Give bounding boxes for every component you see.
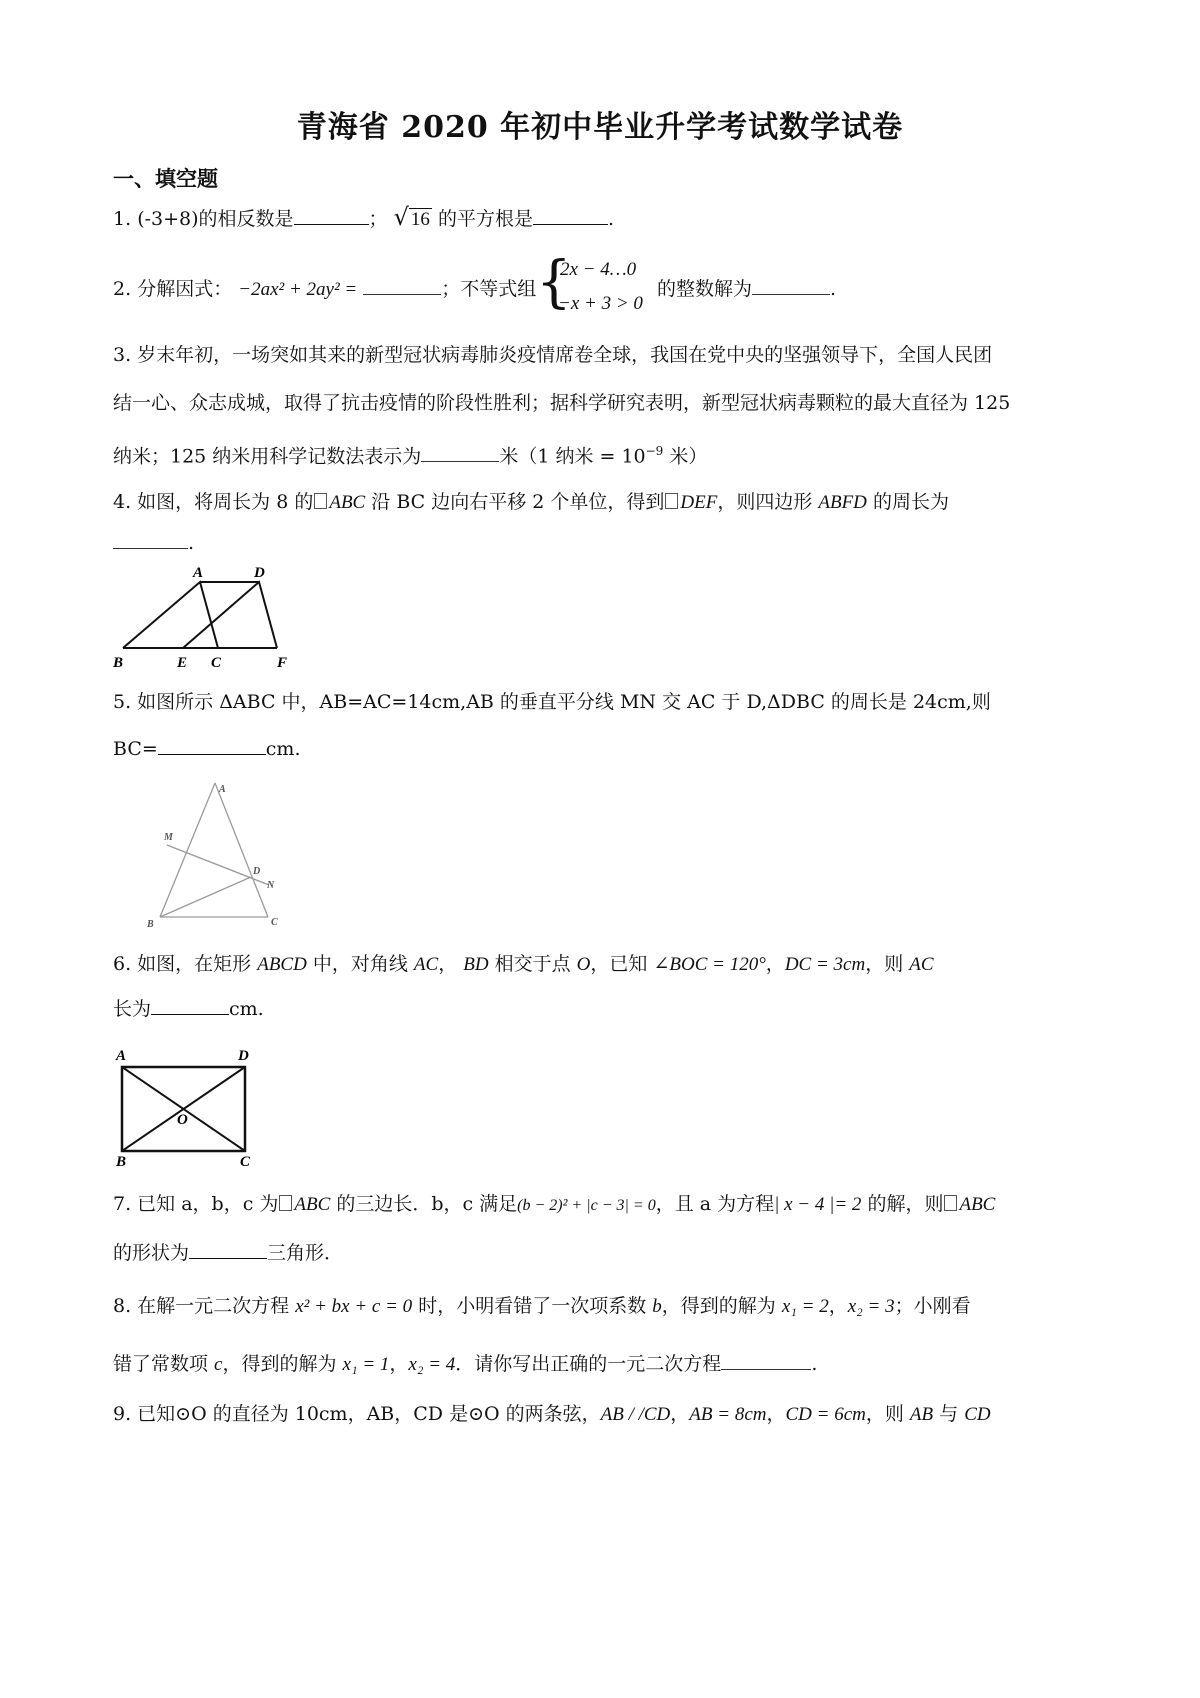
q8-text-line2c: ， [389, 1353, 409, 1375]
q6-text-d: 相交于点 [488, 953, 577, 975]
q3-text-b: 米（1 纳米 = 10 [499, 445, 646, 468]
q9-text-b: ， [670, 1403, 690, 1425]
q8-text-d: ， [828, 1295, 848, 1317]
q4-end: . [188, 532, 195, 554]
q9-text-c: ， [766, 1403, 786, 1425]
q6-text-line2b: cm. [229, 998, 264, 1020]
q3-text-c: 米） [663, 445, 708, 468]
q4-abc: ABC [329, 492, 366, 513]
q2-text-b: 的整数解为 [657, 278, 753, 300]
q6-abcd: ABCD [257, 954, 307, 975]
answer-blank [189, 1240, 267, 1259]
label-a: A [193, 565, 204, 581]
label-d: D [253, 866, 261, 877]
question-6 [113, 952, 934, 977]
q4-abfd: ABFD [818, 492, 867, 513]
q9-text-a: 9. 已知⊙O 的直径为 10cm，AB，CD 是⊙O 的两条弦， [113, 1403, 601, 1425]
answer-blank [421, 443, 499, 462]
figure-4-translation [105, 560, 325, 675]
q7-abc-2: ABC [959, 1194, 996, 1215]
question-4 [113, 490, 949, 515]
q7-text-d: 的解，则 [861, 1193, 944, 1215]
q4-text-d: 的周长为 [866, 491, 949, 513]
q9-ab: AB = 8cm [689, 1404, 767, 1425]
q5-text-a: BC= [113, 738, 158, 760]
question-3-line-1: 3. 岁末年初，一场突如其来的新型冠状病毒肺炎疫情席卷全球，我国在党中央的坚强领导下，全国人民团 [113, 344, 993, 366]
q5-text-b: cm. [265, 738, 301, 760]
q6-text-b: 中，对角线 [306, 953, 414, 975]
q4-text-a: 4. 如图，将周长为 8 的 [113, 491, 314, 513]
q6-text-line2a: 长为 [113, 998, 152, 1020]
q8-text-b: 时，小明看错了一次项系数 [412, 1295, 653, 1317]
q2-end: . [830, 278, 837, 300]
q8-text-c: ，得到的解为 [661, 1295, 782, 1317]
q7-abc: ABC [294, 1194, 331, 1215]
q6-angle: ∠BOC = 120° [653, 954, 766, 975]
answer-blank [721, 1351, 811, 1370]
question-5-line-1: 5. 如图所示 ΔABC 中，AB=AC=14cm,AB 的垂直平分线 MN 交 AC 于 D,ΔDBC 的周长是 24cm,则 [113, 691, 991, 713]
q8-text-line2d: ．请你写出正确的一元二次方程 [455, 1353, 722, 1375]
q7-text-line2a: 的形状为 [113, 1242, 190, 1264]
q8-text-e: ；小刚看 [894, 1295, 971, 1317]
label-a: A [116, 1048, 127, 1064]
q6-dc: DC = 3cm [784, 954, 866, 975]
q9-parallel: AB / /CD [600, 1404, 671, 1425]
q6-text-e: ，已知 [590, 953, 654, 975]
q6-text-f: ， [765, 953, 785, 975]
line-mn [167, 845, 269, 885]
q1-text-a: (-3+8)的相反数是 [137, 208, 294, 230]
question-3-line-2: 结一心、众志成城，取得了抗击疫情的阶段性胜利；据科学研究表明，新型冠状病毒颗粒的最大直径为 125 [113, 392, 1011, 414]
question-7 [113, 1192, 995, 1218]
q7-text-line2b: 三角形． [267, 1242, 344, 1264]
label-a: A [219, 784, 226, 795]
q8-y2: x₂ = 4 [408, 1354, 456, 1375]
triangle-symbol-box [279, 1195, 292, 1211]
q6-o: O [576, 954, 591, 975]
triangle-abc [123, 582, 218, 648]
question-4-line-2 [113, 530, 194, 555]
question-1 [113, 205, 614, 232]
label-m: M [164, 832, 173, 843]
q9-cd: CD = 6cm [785, 1404, 866, 1425]
q6-ac-2: AC [909, 954, 934, 975]
figure-6-rectangle [108, 1040, 278, 1170]
label-c: C [211, 655, 222, 671]
answer-blank [752, 276, 830, 295]
q8-x2: x₂ = 3 [847, 1296, 895, 1317]
q8-c: c [214, 1354, 223, 1375]
question-2 [113, 276, 536, 302]
answer-blank [533, 206, 608, 225]
label-o: O [177, 1112, 188, 1128]
q2-number: 2. [113, 278, 132, 300]
triangle-def [183, 582, 277, 648]
q9-cd-2: CD [964, 1404, 991, 1425]
q8-text-line2b: ，得到的解为 [222, 1353, 343, 1375]
q8-end: . [811, 1353, 818, 1375]
answer-blank [363, 276, 441, 295]
side-ac [215, 783, 268, 917]
label-c: C [271, 917, 278, 928]
q8-text-line2a: 错了常数项 [113, 1353, 215, 1375]
answer-blank [151, 996, 229, 1015]
q8-equation: x² + bx + c = 0 [295, 1296, 413, 1317]
q8-text-a: 8. 在解一元二次方程 [113, 1295, 296, 1317]
question-8 [113, 1294, 971, 1319]
q4-text-c: ，则四边形 [717, 491, 819, 513]
q3-text-a: 纳米；125 纳米用科学记数法表示为 [113, 445, 422, 468]
q6-bd: BD [463, 954, 489, 975]
label-c: C [240, 1154, 251, 1170]
label-f: F [277, 655, 288, 671]
label-b: B [116, 1154, 127, 1170]
q8-b: b [652, 1296, 662, 1317]
radicand: 16 [410, 209, 430, 230]
answer-blank [294, 206, 369, 225]
q7-text-c: ，且 a 为方程 [655, 1193, 775, 1215]
label-d: D [238, 1048, 249, 1064]
q1-number: 1. [113, 208, 132, 230]
question-6-line-2 [113, 996, 264, 1021]
label-b: B [113, 655, 124, 671]
triangle-symbol-box [665, 493, 678, 509]
triangle-symbol-box [944, 1195, 957, 1211]
q6-ac: AC [413, 954, 439, 975]
q8-y1: x₁ = 1 [342, 1354, 390, 1375]
q7-text-b: 的三边长．b，c 满足 [330, 1193, 518, 1215]
q4-def: DEF [680, 492, 718, 513]
question-3-line-3 [113, 439, 707, 468]
label-n: N [267, 880, 275, 891]
q9-text-d: ，则 [865, 1403, 910, 1425]
section-heading: 一、填空题 [113, 166, 218, 191]
system-line-1: 2x − 4…0 [560, 259, 637, 280]
q1-sep: ； [368, 208, 388, 230]
label-d: D [254, 565, 265, 581]
q7-expression: (b − 2)² + |c − 3| = 0 [517, 1197, 656, 1214]
question-7-line-2 [113, 1240, 343, 1265]
figure-5-triangle [135, 775, 305, 935]
sqrt-sign: √ [393, 203, 409, 231]
q2-sep: ；不等式组 [441, 278, 537, 300]
label-e: E [177, 655, 188, 671]
page-title: 青海省 2020 年初中毕业升学考试数学试卷 [296, 110, 904, 145]
answer-blank [158, 736, 266, 755]
q7-equation: | x − 4 |= 2 [774, 1194, 862, 1215]
q2-expression: −2ax² + 2ay² = [238, 279, 358, 300]
triangle-symbol-box [314, 493, 327, 509]
q6-text-c: ， [438, 953, 464, 975]
question-9 [113, 1402, 991, 1427]
system-brace: { [536, 250, 572, 315]
q3-exponent: −9 [645, 444, 664, 458]
question-8-line-2 [113, 1351, 817, 1377]
q1-text-b: 的平方根是 [437, 208, 533, 230]
q6-text-g: ，则 [865, 953, 910, 975]
question-2-tail [657, 276, 836, 301]
q8-x1: x₁ = 2 [781, 1296, 829, 1317]
q9-ab-2: AB [909, 1404, 934, 1425]
q6-text-a: 6. 如图，在矩形 [113, 953, 258, 975]
q9-text-e: 与 [933, 1403, 965, 1425]
question-5-line-2 [113, 736, 300, 761]
q7-text-a: 7. 已知 a，b，c 为 [113, 1193, 279, 1215]
q2-text-a: 分解因式： [137, 278, 233, 300]
system-line-2: −x + 3 > 0 [558, 293, 643, 314]
q4-text-b: 沿 BC 边向右平移 2 个单位，得到 [365, 491, 665, 513]
answer-blank [113, 530, 188, 549]
label-b: B [147, 919, 154, 930]
q1-end: . [607, 208, 614, 230]
